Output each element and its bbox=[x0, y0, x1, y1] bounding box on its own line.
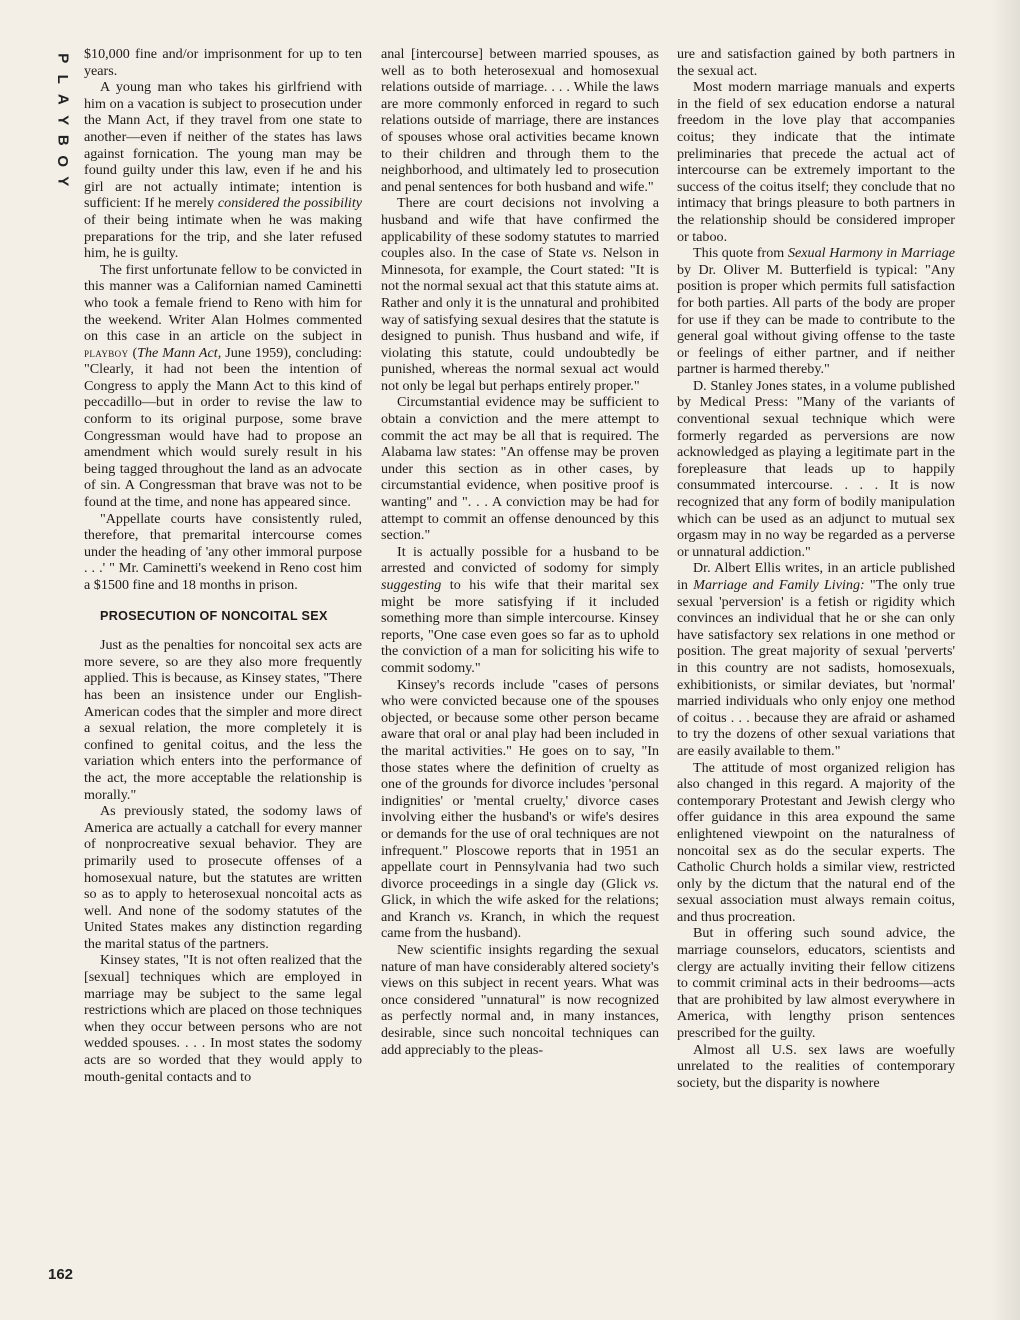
running-head-letter: L bbox=[54, 74, 72, 84]
paragraph: Circumstantial evidence may be sufficient to obtain a conviction and the mere attempt to commit the act may be all that is required. The Alabama law states: "An offense may be proven under this section as in other cases, by circumstantial evidence, when positive proof is wanting" and ". . . A conviction may be had for attempt to commit an offense denounced by this section." bbox=[381, 394, 659, 544]
running-head-letter: O bbox=[54, 154, 72, 167]
paragraph: There are court decisions not involving a husband and wife that have confirmed the applicability of these sodomy statutes to married couples also. In the case of State vs. Nelson in Minnesota, for example, the Court stated: "It is not the normal sexual act that this statute aims at. Rather and only it is the unnatural and prohibited way of satisfying sexual desires that the statute is designed to punish. Thus husband and wife, if violating this statute, could undoubtedly be punished, whereas the normal sexual act would not only be legal but perhaps entirely proper." bbox=[381, 195, 659, 394]
running-head-letter: Y bbox=[54, 176, 72, 187]
paragraph: Just as the penalties for noncoital sex acts are more severe, so are they also more frequently applied. This is because, as Kinsey states, "There has been an insistence under our English-American codes that the simpler and more direct a sexual relation, the more completely it is confined to genital coitus, and the less the variation which enters into the performance of the act, the more acceptable the relationship is morally." bbox=[84, 637, 362, 803]
paragraph: Most modern marriage manuals and experts in the field of sex education endorse a natural freedom in the love play that accompanies coitus; they indicate that the intimate preliminaries that precede the actual act of intercourse can be extremely important to the success of the coitus itself; they conclude that no intimacy that brings pleasure to both partners in the relationship should be considered improper or taboo. bbox=[677, 79, 955, 245]
column-2 bbox=[381, 46, 659, 1058]
paragraph: Kinsey's records include "cases of persons who were convicted because one of the spouses objected, or because some other person became aware that oral or anal play had been included in the marital activities." He goes on to say, "In those states where the definition of cruelty as one of the grounds for divorce includes 'personal indignities' or 'mental cruelty,' divorce cases involving either the husband's or wife's desires or demands for the use of oral techniques are not infrequent." Ploscowe reports that in 1951 an appellate court in Pennsylvania had two such divorce proceedings in a single day (Glick vs. Glick, in which the wife asked for the relations; and Kranch vs. Kranch, in which the request came from the husband). bbox=[381, 676, 659, 942]
paragraph: The attitude of most organized religion has also changed in this regard. A majority of the contemporary Protestant and Jewish clergy who offer guidance in this area expound the same enlightened viewpoint on the naturalness of noncoital sex as do the secular experts. The Catholic Church holds a similar view, restricted only by the dictum that the natural end of the sexual association must always remain coitus, and thus procreation. bbox=[677, 759, 955, 925]
paragraph: Almost all U.S. sex laws are woefully unrelated to the realities of contemporary society, but the disparity is nowhere bbox=[677, 1041, 955, 1091]
section-heading: PROSECUTION OF NONCOITAL SEX bbox=[100, 608, 328, 623]
paragraph: This quote from Sexual Harmony in Marriage by Dr. Oliver M. Butterfield is typical: "Any position is proper which permits full satisfaction for both parties. All parts of the body are proper for use if they can be made to contribute to the general goal without giving offense to the taste or feelings of either partner, and if neither partner is harmed thereby." bbox=[677, 245, 955, 378]
running-head-letter: B bbox=[54, 134, 72, 146]
column-1 bbox=[84, 46, 362, 1085]
paragraph: A young man who takes his girlfriend with him on a vacation is subject to prosecution under the Mann Act, if they travel from one state to another—even if neither of the states has laws against fornication. The young man may be found guilty under this law, even if he and his girl are not actually intimate; intention is sufficient: If he merely considered the possibility of their being intimate when he was making preparations for the trip, and she later refused him, he is guilty. bbox=[84, 79, 363, 262]
paragraph: But in offering such sound advice, the marriage counselors, educators, scientists and clergy are actually inviting their fellow citizens to commit criminal acts in their bedrooms—acts that are prohibited by law almost everywhere in America, with lengthy prison sentences prescribed for the guilty. bbox=[677, 925, 955, 1042]
paragraph: $10,000 fine and/or imprisonment for up to ten years. bbox=[84, 46, 362, 79]
page-edge-shadow bbox=[990, 0, 1020, 1320]
paragraph: "Appellate courts have consistently ruled, therefore, that premarital intercourse comes under the heading of 'any other immoral purpose . . .' " Mr. Caminetti's weekend in Reno cost him a $1500 fine and 18 months in prison. bbox=[84, 510, 362, 593]
paragraph: Kinsey states, "It is not often realized that the [sexual] techniques which are employed in marriage may be subject to the same legal restrictions which are placed on those techniques when they occur between persons who are not wedded spouses. . . . In most states the sodomy acts are so worded that they would apply to mouth-genital contacts and to bbox=[84, 952, 362, 1085]
running-head-letter: A bbox=[54, 93, 72, 105]
column-3 bbox=[677, 46, 955, 1091]
paragraph: As previously stated, the sodomy laws of America are actually a catchall for every manner of nonprocreative sexual behavior. They are primarily used to prosecute offenses of a homosexual nature, but the statutes are written so as to apply to heterosexual noncoital acts as well. And none of the sodomy statutes of the United States makes any distinction regarding the marital status of the partners. bbox=[84, 803, 362, 952]
running-head-letter: Y bbox=[54, 114, 72, 125]
paragraph: The first unfortunate fellow to be convicted in this manner was a Californian named Caminetti who took a female friend to Reno with him for the weekend. Writer Alan Holmes commented on this case in an article on the subject in playboy (The Mann Act, June 1959), concluding: "Clearly, it had not been the intention of Congress to apply the Mann Act to this kind of peccadillo—but in order to revise the law to conform to its original purpose, some brave Congressman would have had to propose an amendment which would surely result in his being tagged throughout the land as an advocate of sin. A Congressman that brave was not to be found at the time, and none has appeared since. bbox=[84, 261, 362, 511]
paragraph: New scientific insights regarding the sexual nature of man have considerably altered society's views on this subject in recent years. What was once considered "unnatural" is now recognized as perfectly normal and, in many instances, desirable, since such noncoital techniques can add appreciably to the pleas- bbox=[381, 942, 659, 1058]
paragraph: D. Stanley Jones states, in a volume published by Medical Press: "Many of the variants of conventional sexual technique which were formerly regarded as perversions are now acknowledged as playing a legitimate part in the forepleasure that leads up to happily consummated intercourse. . . . It is now recognized that any form of bodily manipulation which can be used as an adjunct to mutual sex orgasm may in no way be regarded as a perverse or unnatural addiction." bbox=[677, 377, 955, 560]
running-head bbox=[52, 48, 72, 192]
paragraph: anal [intercourse] between married spouses, as well as to both heterosexual and homosexual relations outside of marriage. . . . While the laws are more commonly enforced in regard to such relations outside of marriage, there are instances of spouses whose oral activities became known to their children and through them to the neighborhood, and ultimately led to prosecution and penal sentences for both husband and wife." bbox=[381, 46, 659, 195]
running-head-letter: P bbox=[54, 53, 72, 64]
page-number: 162 bbox=[48, 1266, 74, 1283]
paragraph: Dr. Albert Ellis writes, in an article published in Marriage and Family Living: "The only true sexual 'perversion' is a fetish or rigidity which convinces an individual that he or she can only have satisfactory sex relations in one method or position. The great majority of sexual 'perverts' in this country are not sadists, homosexuals, exhibitionists, or similar deviates, but 'normal' married individuals who only enjoy one method of coitus . . . because they are afraid or ashamed to try the dozens of other sexual variations that are easily available to them." bbox=[677, 560, 955, 759]
paragraph: It is actually possible for a husband to be arrested and convicted of sodomy for simply suggesting to his wife that their marital sex might be more satisfying if it included something more than simple intercourse. Kinsey reports, "One case even goes so far as to uphold the conviction of a man for soliciting his wife to commit sodomy." bbox=[381, 543, 659, 676]
paragraph: ure and satisfaction gained by both partners in the sexual act. bbox=[677, 46, 955, 79]
